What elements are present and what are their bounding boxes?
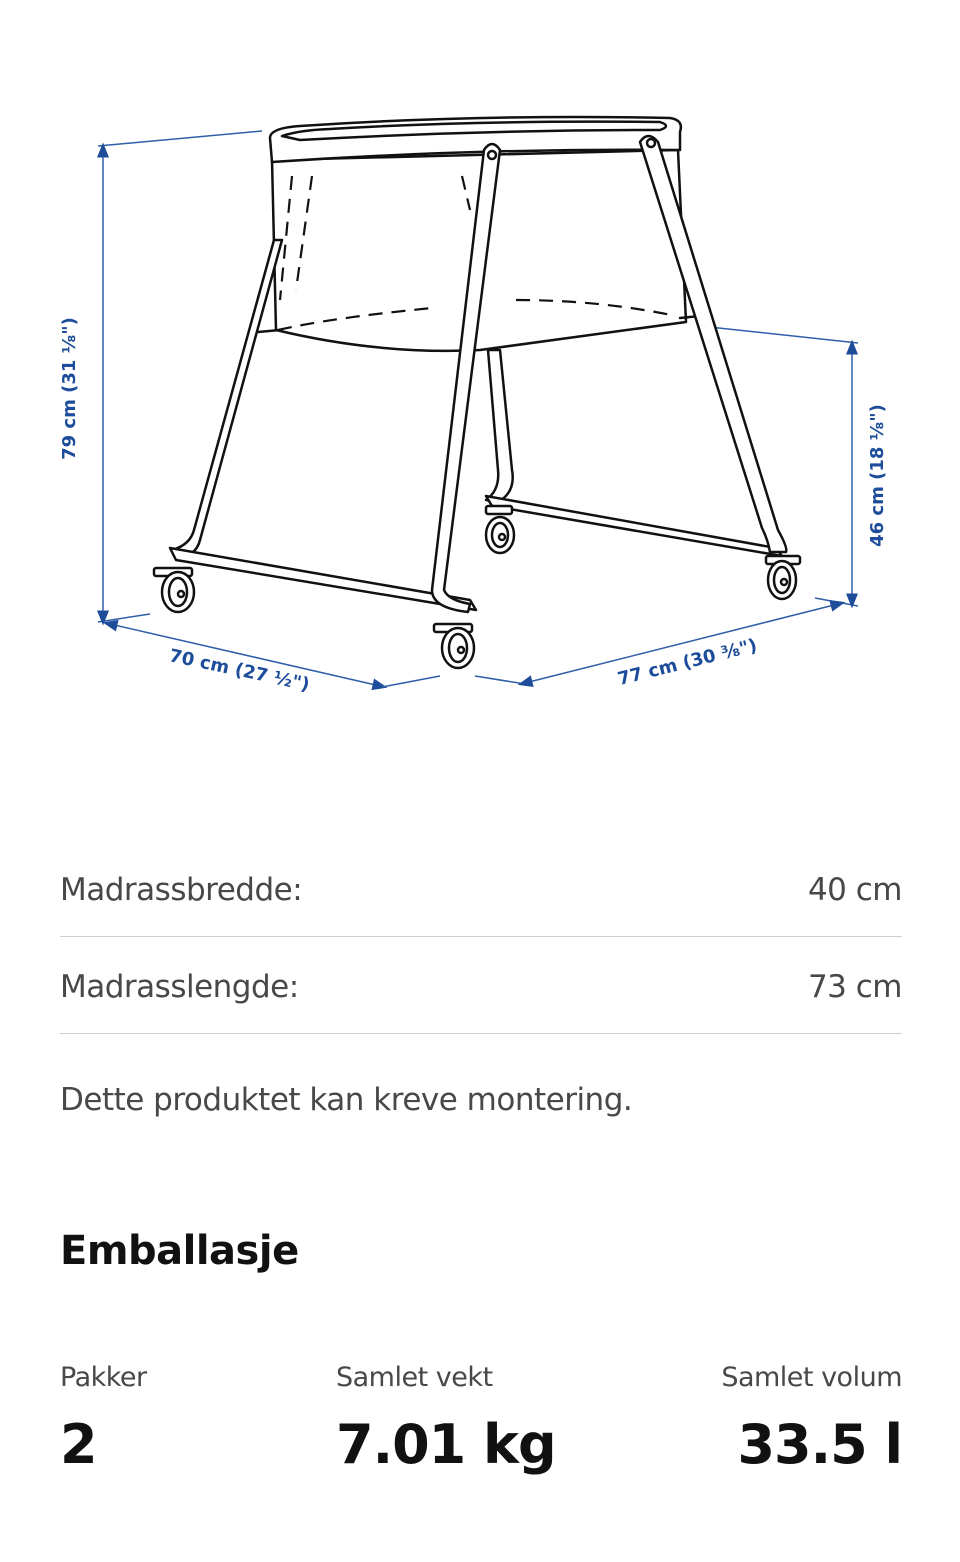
- spec-label: Madrasslengde:: [60, 969, 299, 1005]
- total-volume-value: 33.5 l: [737, 1413, 902, 1476]
- width-label: 70 cm (27 ½"): [167, 645, 312, 696]
- spec-row-mattress-width: [60, 840, 902, 937]
- bassinet-drawing: [154, 117, 800, 668]
- bassinet-height-label: 46 cm (18 ⅛"): [866, 404, 888, 547]
- mattress-specs: [60, 840, 902, 1034]
- total-volume: [721, 1362, 902, 1476]
- product-dimension-diagram: [0, 0, 960, 760]
- total-height-label: 79 cm (31 ⅛"): [58, 317, 80, 460]
- packages-count: [60, 1362, 147, 1476]
- length-label: 77 cm (30 ⅜"): [615, 635, 760, 690]
- packages-label: Pakker: [60, 1362, 147, 1393]
- total-volume-label: Samlet volum: [721, 1362, 902, 1393]
- spec-label: Madrassbredde:: [60, 872, 303, 908]
- packaging-title: Emballasje: [60, 1228, 299, 1274]
- spec-value: 73 cm: [807, 969, 902, 1005]
- total-weight: [336, 1362, 556, 1476]
- assembly-note: Dette produktet kan kreve montering.: [60, 1082, 633, 1118]
- spec-value: 40 cm: [807, 872, 902, 908]
- bassinet-illustration: [0, 0, 960, 760]
- total-weight-label: Samlet vekt: [336, 1362, 493, 1393]
- packages-value: 2: [60, 1413, 97, 1476]
- total-weight-value: 7.01 kg: [336, 1413, 556, 1476]
- spec-row-mattress-length: [60, 937, 902, 1034]
- packaging-summary: [60, 1362, 902, 1492]
